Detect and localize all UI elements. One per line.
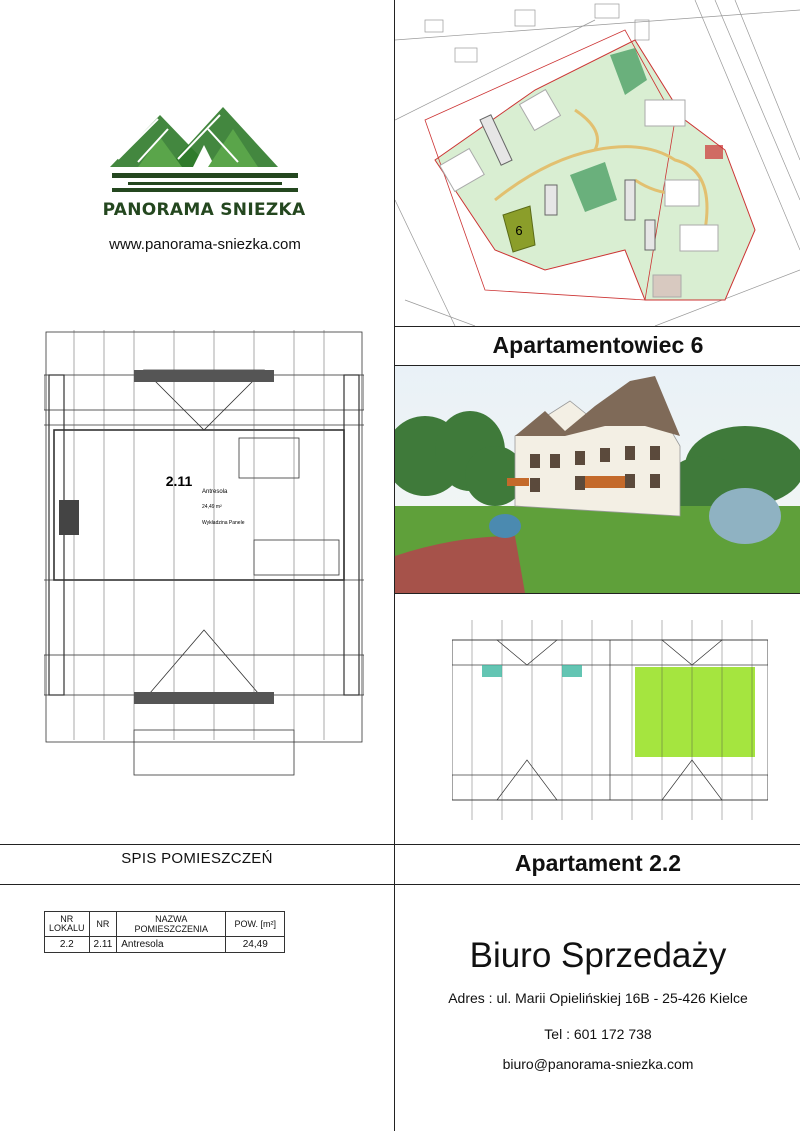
building-title: Apartamentowiec 6 [492,332,704,358]
table-cell: 2.11 [89,937,117,953]
site-plan [395,0,800,326]
building-number-label: 6 [515,223,523,238]
rooms-section-title: SPIS POMIESZCZEŃ [121,850,273,867]
room-legend-row: 24,49 m² [202,504,222,510]
rooms-table [44,911,285,953]
divider-top-right [394,326,800,327]
floor-plan-drawing [44,330,364,780]
floor-plan-overview [452,620,768,820]
floor-plan-main [44,330,364,780]
brand-name: PANORAMA SNIEZKA [102,200,306,220]
column-header: NR LOKALU [45,912,90,937]
sales-office-email[interactable]: biuro@panorama-sniezka.com [502,1056,694,1072]
table-cell: Antresola [117,937,226,953]
site-plan-map [395,0,800,326]
table-cell: 24,49 [226,937,285,953]
column-header: NR [89,912,117,937]
divider-lower-left [0,844,800,845]
table-header-row [45,912,285,937]
sales-office-phone[interactable]: Tel : 601 172 738 [544,1026,652,1042]
divider-lower [0,884,800,885]
room-legend-row: Wykładzina Panele [202,520,245,526]
column-header: NAZWA POMIESZCZENIA [117,912,226,937]
building-rendering [395,366,800,593]
table-row [45,937,285,953]
mountain-logo-icon [98,67,310,197]
sales-office-title: Biuro Sprzedaży [469,936,727,975]
column-header: POW. [m²] [226,912,285,937]
sales-office-address: Adres : ul. Marii Opielińskiej 16B - 25-426 Kielce [448,990,748,1006]
apartment-title: Apartament 2.2 [514,850,682,876]
floor-plan-overview-drawing [452,620,768,820]
room-number-label: 2.11 [165,473,193,489]
room-legend-title: Antresola [202,489,228,495]
building-render-image [395,366,800,593]
table-cell: 2.2 [45,937,90,953]
divider-photo-bottom [394,593,800,594]
website-url[interactable]: www.panorama-sniezka.com [109,236,301,253]
